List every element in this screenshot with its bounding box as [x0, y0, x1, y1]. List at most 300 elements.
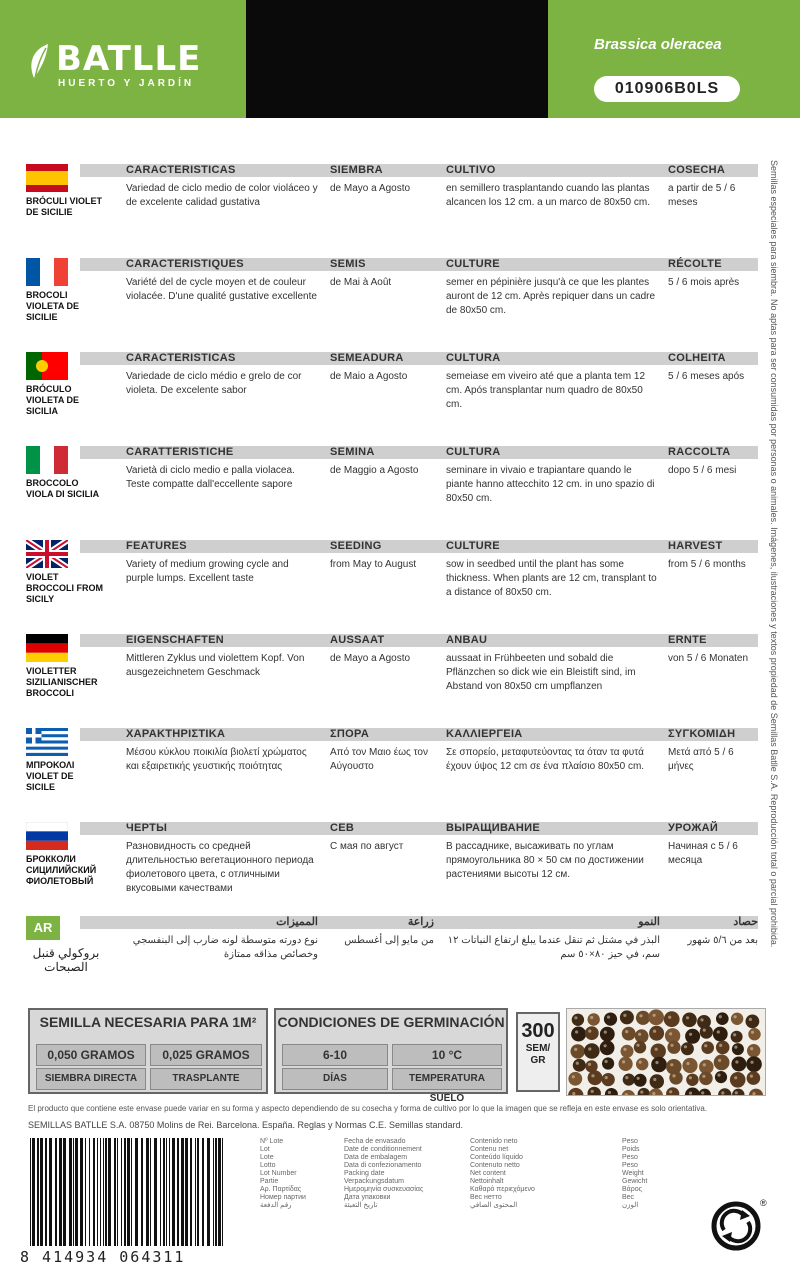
language-row-es	[22, 160, 760, 254]
seed-dot	[573, 1059, 586, 1072]
seed-highlight	[750, 1075, 753, 1078]
barcode-bar	[59, 1138, 62, 1246]
lot-info-label: Contenido neto	[470, 1138, 518, 1145]
brand-logo	[28, 40, 218, 96]
barcode-bar	[105, 1138, 107, 1246]
lot-info-label: Lotto	[260, 1162, 276, 1169]
flag-es-icon	[26, 164, 68, 192]
product-code: 010906B0LS	[594, 76, 740, 102]
features-text: Variedad de ciclo medio de color violáceo y de excelente calidad gustativa	[126, 183, 318, 208]
seed-dot	[622, 1090, 636, 1096]
barcode-bar	[30, 1138, 31, 1246]
features-heading: CARATTERISTICHE	[126, 446, 234, 458]
product-name: BROCOLI VIOLETA DE SICILIE	[26, 290, 80, 322]
seed-highlight	[572, 1092, 575, 1095]
seed-highlight	[639, 1061, 642, 1064]
seed-highlight	[700, 1018, 703, 1021]
lot-info-label: Nº Lote	[260, 1138, 284, 1145]
barcode-bar	[166, 1138, 167, 1246]
harvest-heading: ΣΥΓΚΟΜΙΔΗ	[668, 728, 736, 740]
barcode-bar	[131, 1138, 132, 1246]
seed-highlight	[719, 1015, 722, 1018]
sowing-heading: زراعة	[407, 916, 434, 928]
seed-dot	[636, 1058, 648, 1070]
seed-highlight	[588, 1030, 591, 1033]
seed-highlight	[623, 1014, 626, 1017]
sowing-heading: SEEDING	[330, 540, 382, 552]
features-heading: CARACTERISTICAS	[126, 164, 236, 176]
features-text: نوع دورته متوسطة لونه ضارب إلى البنفسجي وخصائص مذاقه ممتازة	[132, 935, 318, 960]
cultivation-heading: CULTURE	[446, 540, 500, 552]
seed-highlight	[588, 1047, 591, 1050]
lot-info-label: المحتوى الصافي	[470, 1202, 518, 1209]
seed-highlight	[607, 1016, 610, 1019]
seed-dot	[585, 1026, 599, 1040]
barcode-bar	[141, 1138, 143, 1246]
lot-info-label: Poids	[622, 1146, 640, 1153]
barcode-bar	[85, 1138, 86, 1246]
barcode-bar	[163, 1138, 165, 1246]
lot-info-label: Date de conditionnement	[344, 1146, 422, 1153]
cultivation-heading: CULTIVO	[446, 164, 496, 176]
harvest-text: Начиная с 5 / 6 месяца	[668, 841, 738, 866]
seed-dot	[568, 1072, 582, 1086]
flag-gr-icon	[26, 728, 68, 756]
lot-info-label: Ημερομηνία συσκευασίας	[344, 1186, 424, 1193]
seed-dot	[713, 1027, 728, 1042]
seed-highlight	[639, 1014, 642, 1017]
seed-needed-box	[28, 1008, 268, 1094]
seed-highlight	[653, 1078, 656, 1081]
sowing-heading: SIEMBRA	[330, 164, 383, 176]
seed-dot	[635, 1029, 649, 1043]
sowing-heading: ΣΠΟΡΑ	[330, 728, 370, 740]
company-address: SEMILLAS BATLLE S.A. 08750 Molins de Rei. Barcelona. España. Reglas y Normas C.E. Semillas standard.	[28, 1120, 464, 1130]
seed-dot	[634, 1074, 647, 1087]
product-name: بروكولي قنبل الصبحات	[32, 946, 100, 974]
barcode-bar	[121, 1138, 122, 1246]
lot-info-label: Вес нетто	[470, 1194, 502, 1201]
seed-dot	[664, 1011, 680, 1027]
seed-dot	[649, 1026, 664, 1041]
seed-dot	[651, 1057, 667, 1073]
harvest-heading: HARVEST	[668, 540, 723, 552]
seed-highlight	[604, 1031, 607, 1034]
seed-highlight	[604, 1044, 607, 1047]
seed-dot	[588, 1070, 603, 1085]
header-band	[0, 0, 800, 118]
lot-info-column	[470, 1138, 535, 1210]
svg-text:®: ®	[760, 1198, 767, 1208]
cultivation-heading: النمو	[638, 916, 660, 928]
lot-info-label: Contenu net	[470, 1146, 509, 1153]
seeds-count: 300	[521, 1020, 555, 1042]
barcode-bar	[75, 1138, 78, 1246]
sowing-text: С мая по август	[330, 841, 404, 852]
lot-info-label: رقم الدفعة	[260, 1202, 292, 1209]
seed-highlight	[653, 1014, 656, 1017]
harvest-text: بعد من ٥/٦ شهور	[687, 935, 758, 946]
features-text: Μέσου κύκλου ποικιλία βιολετί χρώματος και εξαιρετικής γευστικής ποιότητας	[126, 747, 307, 772]
sowing-heading: SEMIS	[330, 258, 366, 270]
barcode-bar	[69, 1138, 72, 1246]
seed-dot	[714, 1055, 730, 1071]
barcode-bar	[197, 1138, 199, 1246]
language-row-ru	[22, 818, 760, 912]
sowing-text: de Maio a Agosto	[330, 371, 408, 382]
seed-highlight	[702, 1075, 705, 1078]
language-row-fr	[22, 254, 760, 348]
features-heading: FEATURES	[126, 540, 187, 552]
seed-highlight	[637, 1077, 640, 1080]
seed-dot	[716, 1012, 729, 1025]
seeds-per-gram-badge	[516, 1012, 560, 1092]
germination-days: 6-10	[282, 1044, 388, 1066]
features-heading: EIGENSCHAFTEN	[126, 634, 225, 646]
seed-highlight	[638, 1033, 641, 1036]
barcode-bar	[169, 1138, 170, 1246]
seed-highlight	[752, 1092, 755, 1095]
brand-subtitle: HUERTO Y JARDÍN	[58, 78, 195, 89]
features-heading: CARACTERISTIQUES	[126, 258, 244, 270]
seed-dot	[602, 1073, 615, 1086]
barcode-bar	[154, 1138, 157, 1246]
seed-dot	[747, 1044, 760, 1057]
lot-info-label: تاريخ التعبئة	[344, 1202, 378, 1209]
seed-dot	[669, 1071, 682, 1084]
seed-dot	[571, 1044, 585, 1058]
seed-highlight	[640, 1091, 643, 1094]
lot-info-label: Вес	[622, 1194, 635, 1201]
cultivation-text: semeiase em viveiro até que a planta tem 12 cm. Após transplantar num quadro de 80x50 cm.	[446, 371, 645, 410]
seed-highlight	[703, 1029, 706, 1032]
cultivation-text: semer en pépinière jusqu'à ce que les plantes auront de 12 cm. Après repiquer dans un cadre de 80x50 cm.	[446, 277, 656, 316]
sowing-heading: SEMEADURA	[330, 352, 404, 364]
barcode-bar	[146, 1138, 149, 1246]
seed-dot	[682, 1058, 697, 1073]
product-name: BRÓCULO VIOLETA DE SICILIA	[26, 384, 80, 416]
product-name: BROCCOLO VIOLA DI SICILIA	[26, 478, 100, 499]
seed-highlight	[625, 1076, 628, 1079]
lot-info-label: Partie	[260, 1178, 279, 1185]
seed-dot	[600, 1040, 615, 1055]
barcode-bar	[73, 1138, 74, 1246]
seed-highlight	[721, 1091, 724, 1094]
seed-dot	[650, 1074, 664, 1088]
sowing-text: de Mayo a Agosto	[330, 183, 411, 194]
language-rows	[22, 160, 760, 1006]
lot-info-label: Βάρος	[622, 1186, 642, 1193]
cultivation-text: البذر في مشتل ثم تنقل عندما يبلغ ارتفاع النباتات ١٢ سم، في حيز ٨٠×٥٠ سم	[447, 935, 660, 960]
lot-info-label: الوزن	[622, 1202, 639, 1209]
features-text: Varietà di ciclo medio e palla violacea. Teste compatte dall'eccellente sapore	[126, 465, 295, 490]
barcode-bar	[160, 1138, 161, 1246]
lot-info-label: Αρ. Παρτίδας	[260, 1186, 302, 1193]
language-row-gb	[22, 536, 760, 630]
lot-info-label: Peso	[622, 1154, 638, 1161]
seed-highlight	[622, 1060, 625, 1063]
cultivation-text: В рассаднике, высаживать по углам прямоугольника 80 × 50 см по достижении растениями высоты 12 см.	[446, 841, 644, 880]
transplant-amount: 0,025 GRAMOS	[150, 1044, 262, 1066]
side-legal-text	[764, 160, 784, 1100]
seed-highlight	[735, 1091, 738, 1094]
seed-highlight	[670, 1063, 673, 1066]
seed-dot	[621, 1045, 634, 1058]
features-heading: ΧΑΡΑΚΤΗΡΙΣΤΙΚΑ	[126, 728, 226, 740]
cultivation-heading: CULTURA	[446, 446, 501, 458]
barcode-bar	[40, 1138, 43, 1246]
seed-dot	[600, 1027, 615, 1042]
seed-highlight	[655, 1061, 658, 1064]
cultivation-heading: CULTURA	[446, 352, 501, 364]
seed-dot	[732, 1089, 744, 1096]
harvest-text: 5 / 6 mois après	[668, 277, 740, 288]
seed-highlight	[576, 1062, 579, 1065]
cultivation-text: en semillero trasplantando cuando las plantas alcancen los 12 cm. a un marco de 80x50 cm.	[446, 183, 650, 208]
lot-info-label: Peso	[622, 1138, 638, 1145]
sowing-text: de Maggio a Agosto	[330, 465, 419, 476]
flag-de-icon	[26, 634, 68, 662]
seed-dot	[685, 1088, 700, 1097]
seed-highlight	[672, 1074, 675, 1077]
harvest-text: Μετά από 5 / 6 μήνες	[668, 747, 734, 772]
harvest-heading: RÉCOLTE	[668, 258, 722, 270]
seed-dot	[584, 1043, 600, 1059]
seed-highlight	[684, 1045, 687, 1048]
seed-highlight	[703, 1063, 706, 1066]
seed-dot	[572, 1014, 584, 1026]
seeds-unit: SEM/ GR	[525, 1043, 551, 1066]
barcode-bar	[124, 1138, 126, 1246]
lot-info-label: Data de embalagem	[344, 1154, 408, 1161]
seed-highlight	[750, 1061, 753, 1064]
barcode-bar	[190, 1138, 192, 1246]
barcode-bar	[222, 1138, 223, 1246]
features-text: Variedade de ciclo médio e grelo de cor violeta. De excelente sabor	[126, 371, 302, 396]
seed-dot	[731, 1057, 746, 1072]
features-heading: CARACTERISTICAS	[126, 352, 236, 364]
seed-dot	[698, 1089, 711, 1096]
seed-highlight	[734, 1015, 737, 1018]
days-label: DÍAS	[282, 1068, 388, 1090]
seed-highlight	[718, 1059, 721, 1062]
seed-highlight	[750, 1047, 753, 1050]
harvest-text: von 5 / 6 Monaten	[668, 653, 749, 664]
barcode-bar	[37, 1138, 39, 1246]
barcode-bar	[93, 1138, 95, 1246]
barcode-bar	[181, 1138, 184, 1246]
seed-dot	[602, 1057, 614, 1069]
cultivation-heading: ВЫРАЩИВАНИЕ	[446, 822, 540, 834]
features-text: Variété del de cycle moyen et de couleur violacée. D'une qualité gustative excellente	[126, 277, 317, 302]
seed-highlight	[717, 1074, 720, 1077]
language-row-it	[22, 442, 760, 536]
seed-dot	[731, 1031, 743, 1043]
cultivation-text: aussaat in Frühbeeten und sobald die Pflänzchen so dick wie ein Bleistift sind, im Abstand von 80x50 cm umpflanzen	[446, 653, 636, 692]
barcode-bar	[100, 1138, 101, 1246]
recycle-icon	[710, 1196, 770, 1252]
sowing-heading: SEMINA	[330, 446, 375, 458]
lot-info-label: Дата упаковки	[344, 1194, 391, 1201]
germination-box	[274, 1008, 508, 1104]
barcode-bar	[89, 1138, 90, 1246]
seed-dot	[622, 1027, 636, 1041]
seed-highlight	[575, 1030, 578, 1033]
barcode-bar	[172, 1138, 175, 1246]
cultivation-heading: ΚΑΛΛΙΕΡΓΕΙΑ	[446, 728, 523, 740]
seed-dot	[651, 1044, 666, 1059]
seed-dot	[732, 1043, 744, 1055]
seeds-photo	[566, 1008, 766, 1096]
header-black-panel	[246, 0, 548, 118]
seed-highlight	[701, 1091, 704, 1094]
seed-highlight	[734, 1046, 737, 1049]
lot-info-label: Lot Number	[260, 1170, 297, 1177]
barcode-bar	[207, 1138, 210, 1246]
lot-info-label: Καθαρό περιεχόμενο	[470, 1186, 535, 1193]
barcode-bar	[215, 1138, 217, 1246]
product-name: BRÓCULI VIOLET DE SICILIE	[26, 196, 102, 217]
harvest-text: from 5 / 6 months	[668, 559, 746, 570]
seed-highlight	[623, 1048, 626, 1051]
disclaimer-text: El producto que contiene este envase puede variar en su forma y aspecto dependiendo de su cosecha y forma de cultivo por lo que la imagen que se refleja en este envase es solo orientativa.	[28, 1104, 708, 1113]
cultivation-text: Σε σπορείο, μεταφυτεύοντας τα όταν τα φυτά έχουν ύψος 12 cm σε ένα πλαίσιο 80x50 cm.	[446, 747, 645, 772]
seed-highlight	[686, 1016, 689, 1019]
features-heading: المميزات	[276, 916, 318, 928]
barcode-bar	[213, 1138, 214, 1246]
harvest-heading: COSECHA	[668, 164, 726, 176]
lot-info-column	[622, 1138, 647, 1210]
lot-info-label: Packing date	[344, 1170, 385, 1177]
seed-dot	[686, 1074, 698, 1086]
harvest-heading: УРОЖАЙ	[668, 822, 719, 834]
seed-highlight	[669, 1032, 672, 1035]
seed-dot	[605, 1088, 618, 1096]
harvest-heading: COLHEITA	[668, 352, 726, 364]
barcode-bar	[103, 1138, 104, 1246]
barcode-bar	[45, 1138, 47, 1246]
language-row-de	[22, 630, 760, 724]
barcode-bar	[195, 1138, 196, 1246]
features-text: Variety of medium growing cycle and purple lumps. Excellent taste	[126, 559, 289, 584]
cultivation-text: sow in seedbed until the plant has some thickness. When plants are 12 cm, transplant to a distance of 80x50 cm.	[446, 559, 657, 598]
seed-dot	[718, 1088, 731, 1096]
product-name: ΜΠΡΟΚΟΛΙ VIOLET DE SICILE	[26, 760, 75, 792]
flag-gb-icon	[26, 540, 68, 568]
seed-highlight	[734, 1076, 737, 1079]
lot-info-label: Contenuto netto	[470, 1162, 520, 1169]
seed-highlight	[636, 1044, 639, 1047]
sowing-text: from May to August	[330, 559, 417, 570]
seed-dot	[667, 1041, 680, 1054]
seeds-illustration	[567, 1009, 766, 1096]
seed-dot	[619, 1057, 633, 1071]
barcode-number: 8 414934 064311	[20, 1248, 186, 1266]
lot-info-label: Lot	[260, 1146, 270, 1153]
cultivation-text: seminare in vivaio e trapiantare quando le piante hanno attecchito 12 cm. in uno spazio di 80x50 cm.	[446, 465, 655, 504]
flag-it-icon	[26, 446, 68, 474]
seed-highlight	[719, 1044, 722, 1047]
seed-highlight	[574, 1048, 577, 1051]
temp-label: TEMPERATURA SUELO	[392, 1068, 502, 1090]
lot-info-label: Conteúdo líquido	[470, 1154, 523, 1161]
seed-highlight	[653, 1030, 656, 1033]
lot-info-label: Peso	[622, 1162, 638, 1169]
seed-needed-title: SEMILLA NECESARIA PARA 1M²	[39, 1014, 257, 1030]
seed-highlight	[686, 1062, 689, 1065]
features-text: Разновидность со средней длительностью вегетационного периода фиолетового цвета, с отличными вкусовыми качествами	[126, 841, 314, 894]
language-row-gr	[22, 724, 760, 818]
harvest-heading: ERNTE	[668, 634, 707, 646]
seed-dot	[746, 1056, 762, 1072]
barcode-bar	[80, 1138, 83, 1246]
seed-dot	[568, 1088, 583, 1096]
side-legal-label: Semillas especiales para siembra. No aptas para ser consumidas por personas o animales. Imágenes, ilustraciones y textos propiedad de Semillas Batlle S.A. Reproducción total o parcial prohibida.	[769, 160, 779, 948]
seed-highlight	[733, 1033, 736, 1036]
cultivation-heading: CULTURE	[446, 258, 500, 270]
barcode-bar	[117, 1138, 118, 1246]
lot-info-label: Weight	[622, 1170, 644, 1177]
lot-info-label: Fecha de envasado	[344, 1138, 406, 1145]
species-name: Brassica oleracea	[594, 36, 722, 53]
barcode-bar	[114, 1138, 116, 1246]
seed-dot	[716, 1041, 730, 1055]
seed-highlight	[591, 1074, 594, 1077]
lot-info-label: Verpackungsdatum	[344, 1178, 404, 1185]
seed-highlight	[668, 1016, 671, 1019]
barcode-bar	[135, 1138, 138, 1246]
barcode-bar	[63, 1138, 66, 1246]
seed-highlight	[717, 1030, 720, 1033]
barcode-bar	[185, 1138, 188, 1246]
seed-highlight	[689, 1076, 692, 1079]
harvest-text: dopo 5 / 6 mesi	[668, 465, 737, 476]
language-row-ar	[22, 912, 760, 1006]
seed-dot	[701, 1041, 714, 1054]
seed-highlight	[669, 1090, 672, 1093]
seed-dot	[700, 1026, 713, 1039]
seed-highlight	[655, 1048, 658, 1051]
seed-dot	[699, 1072, 713, 1086]
germination-temp: 10 °C	[392, 1044, 502, 1066]
seed-dot	[638, 1088, 650, 1096]
lot-info-label: Номер партии	[260, 1194, 306, 1201]
barcode-bar	[55, 1138, 57, 1246]
seed-highlight	[689, 1092, 692, 1095]
seed-dot	[620, 1010, 634, 1024]
product-name: БРОККОЛИ СИЦИЛИЙСКИЙ ФИОЛЕТОВЫЙ	[26, 854, 97, 886]
lot-info-label: Data di confezionamento	[344, 1162, 422, 1169]
language-badge: AR	[26, 916, 60, 940]
barcode-bar	[49, 1138, 52, 1246]
sowing-text: de Mayo a Agosto	[330, 653, 411, 664]
lot-info-column	[344, 1138, 423, 1210]
seed-dot	[747, 1071, 761, 1085]
lot-info-label: Nettoinhalt	[470, 1178, 504, 1185]
seed-dot	[682, 1013, 697, 1028]
lot-info-label: Lote	[260, 1154, 274, 1161]
seed-dot	[623, 1074, 635, 1086]
seed-dot	[649, 1088, 663, 1096]
seed-highlight	[652, 1092, 655, 1095]
seed-dot	[685, 1029, 700, 1044]
barcode-bar	[177, 1138, 179, 1246]
cultivation-heading: ANBAU	[446, 634, 488, 646]
seed-highlight	[605, 1060, 608, 1063]
seed-highlight	[689, 1033, 692, 1036]
seed-highlight	[591, 1090, 594, 1093]
product-name: VIOLET BROCCOLI FROM SICILY	[26, 572, 103, 604]
